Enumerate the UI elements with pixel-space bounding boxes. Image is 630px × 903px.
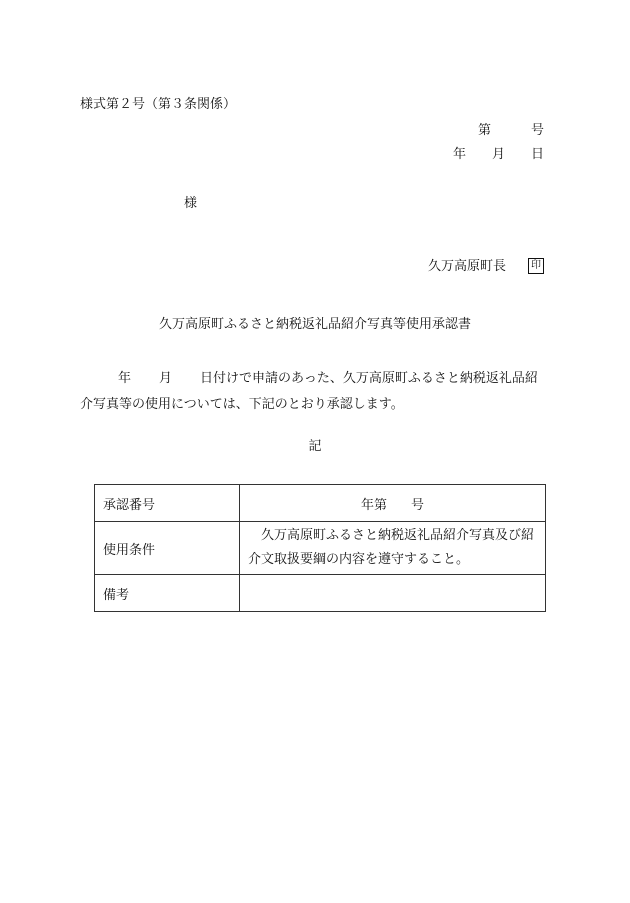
date-year: 年 <box>452 147 466 162</box>
approval-table <box>94 484 546 612</box>
document-number <box>478 124 544 137</box>
approval-number-value <box>240 485 546 522</box>
remarks-value <box>240 575 546 612</box>
document-number-prefix: 第 <box>477 123 491 138</box>
addressee: 様 <box>184 196 198 211</box>
document-date <box>453 148 544 161</box>
form-label: 様式第２号（第３条関係） <box>80 97 237 112</box>
body-text: 日付けで申請のあった、久万高原町ふるさと納税返礼品紹介写真等の使用については、下記のとおり承認します。 <box>80 371 538 412</box>
approval-number-suffix: 号 <box>411 497 425 513</box>
body-paragraph <box>80 366 550 418</box>
ki-heading: 記 <box>308 439 322 454</box>
document-title: 久万高原町ふるさと納税返礼品紹介写真等使用承認書 <box>158 317 471 332</box>
table-row <box>95 522 546 575</box>
approval-number-label: 承認番号 <box>95 485 240 522</box>
remarks-label: 備考 <box>95 575 240 612</box>
approval-number-year: 年第 <box>360 497 387 513</box>
date-day: 日 <box>530 147 544 162</box>
table-row <box>95 575 546 612</box>
table-row <box>95 485 546 522</box>
issuer <box>428 258 544 274</box>
conditions-label: 使用条件 <box>95 522 240 575</box>
conditions-text: 久万高原町ふるさと納税返礼品紹介写真及び紹介文取扱要綱の内容を遵守すること。 <box>248 528 535 567</box>
conditions-value <box>240 522 546 575</box>
document-number-suffix: 号 <box>530 123 544 138</box>
body-year: 年 <box>118 371 132 386</box>
date-month: 月 <box>491 147 505 162</box>
seal-stamp: 印 <box>528 258 544 274</box>
body-month: 月 <box>159 371 173 386</box>
issuer-name: 久万高原町長 <box>427 258 506 274</box>
